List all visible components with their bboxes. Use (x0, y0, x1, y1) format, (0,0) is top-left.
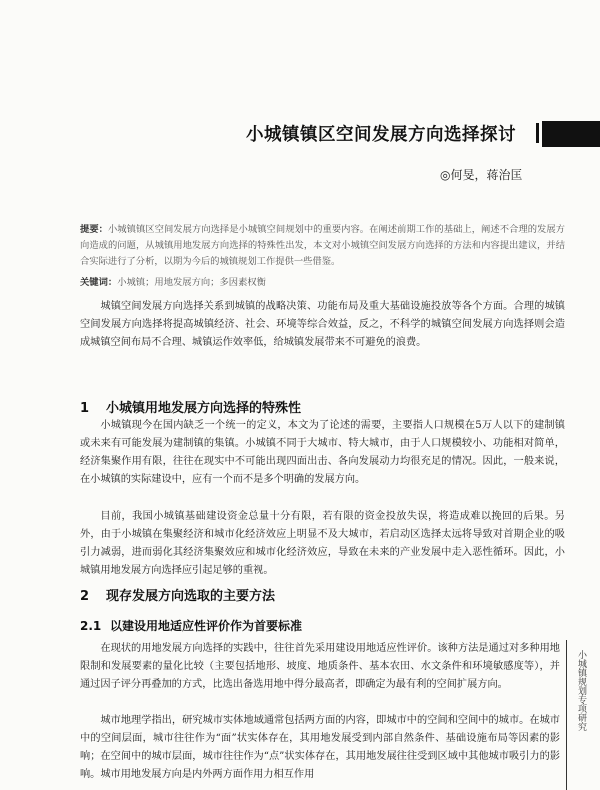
subsection-2-1-paragraph-2: 城市地理学指出，研究城市实体地域通常包括两方面的内容，即城市中的空间和空间中的城市。在城市中的空间层面，城市往往作为“面”状实体存在，其用地发展受到内部自然条件、基础设施布局等因素的影响；在空间中的城市层面，城市往往作为“点”状实体存在，其用地发展往往受到区域中其他城市吸引力的影响。城市用地发展方向是内外两方面作用力相互作用 (80, 715, 560, 780)
intro-paragraph: 城镇空间发展方向选择关系到城镇的战略决策、功能布局及重大基础设施投放等各个方面。合理的城镇空间发展方向选择将提高城镇经济、社会、环境等综合效益，反之，不科学的城镇空间发展方向选择则会造成城镇空间布局不合理、城镇运作效率低，给城镇发展带来不可避免的浪费。 (80, 301, 565, 348)
subsection-2-1-heading (80, 617, 302, 634)
side-tab-label: 小城镇规划专项研究 (576, 650, 586, 731)
section2-title: 现存发展方向选取的主要方法 (106, 589, 276, 604)
subsection-2-1-paragraph-1: 在现状的用地发展方向选择的实践中，往往首先采用建设用地适应性评价。该种方法是通过对多种用地限制和发展要素的量化比较（主要包括地形、坡度、地质条件、基本农田、水文条件和环境敏感度等），并通过因子评分再叠加的方式，比选出备选用地中得分最高者，即确定为最有利的空间扩展方向。 (80, 643, 560, 690)
section2-number: 2 (80, 589, 90, 604)
section2-heading (80, 585, 275, 604)
section1-number: 1 (80, 401, 90, 416)
title-block-decoration (542, 121, 600, 147)
subsection-2-1-number: 2.1 (80, 619, 102, 633)
section1-paragraph-2: 目前，我国小城镇基础建设资金总量十分有限，若有限的资金投放失误，将造成难以挽回的后果。另外，由于小城镇在集聚经济和城市化经济效应上明显不及大城市，若启动区选择太远将导致对首期企业的吸引力减弱，进而弱化其经济集聚效应和城市化经济效应，导致在未来的产业发展中走入恶性循环。因此，小城镇用地发展方向选择应引起足够的重视。 (80, 511, 565, 576)
title-rule-decoration (536, 123, 539, 143)
article-title: 小城镇镇区空间发展方向选择探讨 (246, 125, 516, 145)
abstract-text: 小城镇镇区空间发展方向选择是小城镇空间规划中的重要内容。在阐述前期工作的基础上，阐述不合理的发展方向造成的问题，从城镇用地发展方向选择的特殊性出发，本文对小城镇空间发展方向选择的方法和内容提出建议，并结合实际进行了分析，以期为今后的城镇规划工作提供一些借鉴。 (80, 224, 565, 267)
keywords-label: 关键词： (80, 277, 118, 288)
section1-title: 小城镇用地发展方向选择的特殊性 (106, 401, 302, 416)
subsection-2-1-title: 以建设用地适应性评价作为首要标准 (110, 619, 303, 633)
article-authors: ◎何旻，蒋治匡 (440, 168, 523, 182)
abstract (80, 222, 565, 270)
section1-paragraph-1: 小城镇现今在国内缺乏一个统一的定义，本文为了论述的需要，主要指人口规模在5万人以下的建制镇或未来有可能发展为建制镇的集镇。小城镇不同于大城市、特大城市，由于人口规模较小、功能相对简单，经济集聚作用有限，往往在现实中不可能出现四面出击、各向发展动力均很充足的情况。因此，一般来说，在小城镇的实际建设中，应有一个而不是多个明确的发展方向。 (80, 420, 565, 485)
keywords-text: 小城镇；用地发展方向；多因素权衡 (117, 277, 266, 288)
keywords (80, 275, 565, 291)
abstract-label: 提要： (80, 224, 108, 235)
section1-heading (80, 397, 301, 416)
